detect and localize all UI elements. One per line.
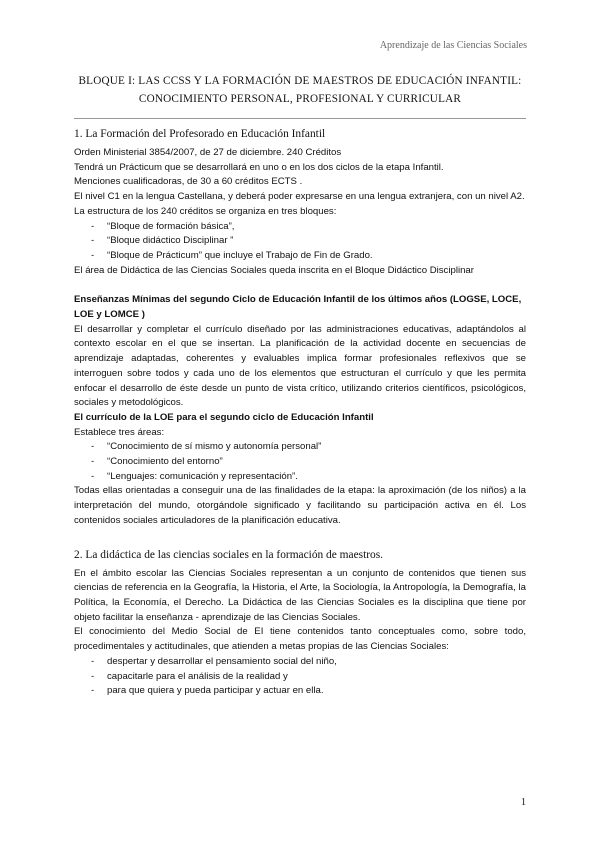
section-1-line: El nivel C1 en la lengua Castellana, y deberá poder expresarse en una lengua extranjera, con un nivel A2. [74,191,525,203]
title-divider [74,118,526,119]
blocks-list [74,220,526,264]
list-item: - para que quiera y pueda participar y actuar en ella. [74,684,526,699]
section-1-heading: 1. La Formación del Profesorado en Educación Infantil [74,128,326,140]
document-body [74,123,526,699]
title-line-2: CONOCIMIENTO PERSONAL, PROFESIONAL Y CURRICULAR [138,93,462,105]
spacer [74,278,526,293]
section-1-closing: El área de Didáctica de las Ciencias Sociales queda inscrita en el Bloque Didáctico Disciplinar [74,264,474,276]
page-number: 1 [521,797,526,808]
section-1-line: Menciones cualificadoras, de 30 a 60 créditos ECTS . [74,176,303,188]
document-title [74,72,526,108]
spacer [74,529,526,544]
list-item: - “Lenguajes: comunicación y representación”. [74,470,526,485]
section-2-heading: 2. La didáctica de las ciencias sociales en la formación de maestros. [74,548,383,561]
list-item: - “Conocimiento del entorno” [74,455,526,470]
section-1-line: Orden Ministerial 3854/2007, de 27 de diciembre. 240 Créditos [74,147,342,158]
list-item: - capacitarle para el análisis de la realidad y [74,670,526,685]
list-item: - “Bloque de Prácticum” que incluye el Trabajo de Fin de Grado. [74,249,526,264]
section-1-line: Tendrá un Prácticum que se desarrollará en uno o en los dos ciclos de la etapa Infantil. [74,161,444,173]
ensenanzas-closing: Todas ellas orientadas a conseguir una de las finalidades de la etapa: la aproximación (de los niños) a la interpretación del mundo, otorgándole significado y facilitando su participación activa en él. Los contenidos sociales articuladores de la planificación educativa. [74,485,526,526]
ensenanzas-heading: Enseñanzas Mínimas del segundo Ciclo de Educación Infantil de los últimos años (LOGSE, LOCE, LOE y LOMCE ) [74,294,522,321]
loe-intro: Establece tres áreas: [74,426,165,438]
areas-list [74,440,526,484]
section-2-paragraph-1: En el ámbito escolar las Ciencias Sociales representan a un conjunto de contenidos que tienen sus ciencias de referencia en la Geografía, la Historia, el Arte, la Sociología, la Antropología, la Demografía, la Política, la Economía, el Derecho. La Didáctica de las Ciencias Sociales es la disciplina que tiene por objeto facilitar la enseñanza - aprendizaje de las Ciencias Sociales. [74,567,526,623]
title-line-1: BLOQUE I: LAS CCSS Y LA FORMACIÓN DE MAESTROS DE EDUCACIÓN INFANTIL: [78,75,522,87]
section-2-paragraph-2: El conocimiento del Medio Social de EI tiene contenidos tanto conceptuales como, sobre todo, procedimentales y actitudinales, que atienden a metas propias de las Ciencias Sociales: [74,626,526,653]
section-1-line: La estructura de los 240 créditos se organiza en tres bloques: [74,205,337,217]
list-item: - “Bloque didáctico Disciplinar ” [74,234,526,249]
running-header: Aprendizaje de las Ciencias Sociales [379,40,527,51]
list-item: - “Conocimiento de sí mismo y autonomía personal” [74,440,526,455]
goals-list [74,655,526,699]
list-item: - despertar y desarrollar el pensamiento social del niño, [74,655,526,670]
ensenanzas-paragraph: El desarrollar y completar el currículo diseñado por las administraciones educativas, adaptándolos al contexto escolar en el que se insertan. La planificación de la actividad docente en secuencias de aprendizaje adaptadas, coherentes y evaluables implica formar profesionales reflexivos que se interroguen sobre todos y cada uno de los elementos que estructuran el currículo y que les permita enfocar el desarrollo de éste desde un punto de vista crítico, utilizando criterios científicos, psicológicos, sociales y metodológicos. [74,323,526,409]
loe-subheading: El currículo de la LOE para el segundo ciclo de Educación Infantil [74,411,374,423]
list-item: - “Bloque de formación básica”, [74,220,526,235]
